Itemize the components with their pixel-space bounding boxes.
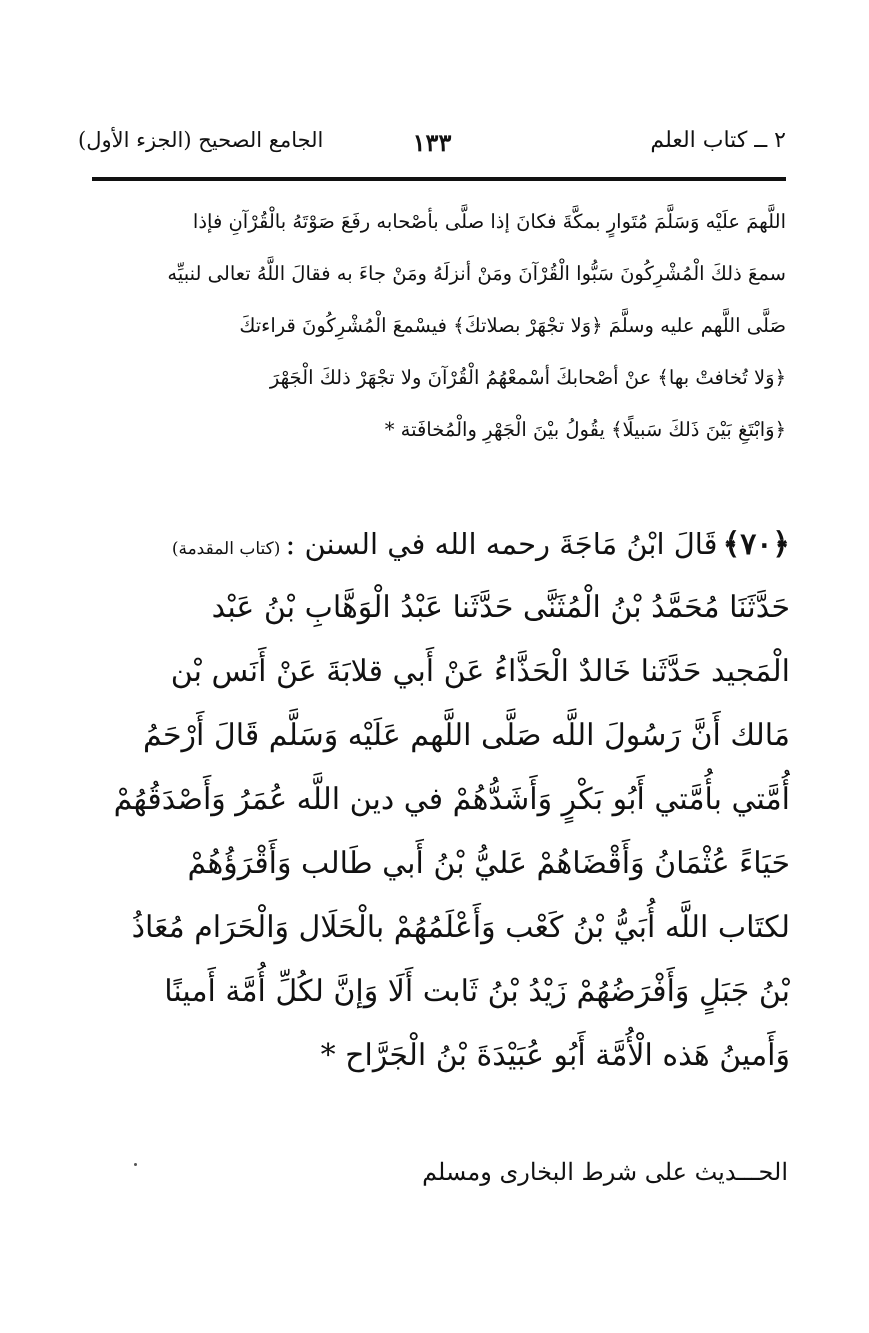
hadith-line: لكتَاب اللَّه أُبَيُّ بْنُ كَعْب وَأَعْلَمُهُمْ بالْحَلَال وَالْحَرَام مُعَاذُ xyxy=(131,910,790,945)
hadith-line: الْمَجيد حَدَّثَنا خَالدٌ الْحَذَّاءُ عَنْ أَبي قلابَةَ عَنْ أَنَس بْن xyxy=(170,654,790,689)
hadith-line: أُمَّتي بأُمَّتي أَبُو بَكْرٍ وَأَشَدُّهُمْ في دين اللَّه عُمَرُ وَأَصْدَقُهُمْ xyxy=(113,782,790,817)
chapter-title: ٢ ــ كتاب العلم xyxy=(650,128,786,153)
hadith-line: مَالك أَنَّ رَسُولَ اللَّه صَلَّى اللَّهم عَلَيْه وَسَلَّم قَالَ أَرْحَمُ xyxy=(143,718,790,753)
hadith-block xyxy=(78,512,790,1088)
commentary-line: ﴿وَابْتَغِ بَيْنَ ذَلكَ سَبيلًا﴾ يقُولُ بيْنَ الْجَهْرِ والْمُخافَتة * xyxy=(384,418,786,441)
hadith-line: حَيَاءً عُثْمَانُ وَأَقْضَاهُمْ عَليُّ بْنُ أَبي طَالب وَأَقْرَؤُهُمْ xyxy=(187,846,790,881)
book-title: الجامع الصحيح (الجزء الأول) xyxy=(78,128,324,152)
hadith-intro-line xyxy=(78,512,790,576)
page-number: ١٣٣ xyxy=(412,128,452,157)
commentary-line: صَلَّى اللَّهم عليه وسلَّمَ ﴿وَلا تجْهَرْ بصلاتكَ﴾ فيسْمعَ الْمُشْرِكُونَ قراءتكَ xyxy=(239,314,786,337)
header-rule xyxy=(92,177,786,181)
commentary-line: اللَّهمَ علَيْه وَسَلَّمَ مُتَوارٍ بمكَّةَ فكانَ إذا صلَّى بأصْحابه رفَعَ صَوْتَهُ بالْقُرْآنِ فإذا xyxy=(192,210,786,233)
hadith-number: ﴿٧٠﴾ xyxy=(722,527,790,562)
commentary-block xyxy=(98,196,786,456)
running-header xyxy=(78,128,786,168)
hadith-line: حَدَّثَنَا مُحَمَّدُ بْنُ الْمُثَنَّى حَدَّثَنا عَبْدُ الْوَهَّابِ بْنُ عَبْد xyxy=(211,590,790,625)
commentary-line: سمعَ ذلكَ الْمُشْرِكُونَ سَبُّوا الْقُرْآنَ ومَنْ أنزلَهُ ومَنْ جاءَ به فقالَ اللَّهُ تعالى لنبيِّه xyxy=(167,262,786,285)
source-note: (كتاب المقدمة) xyxy=(171,539,281,559)
print-speck xyxy=(134,1163,137,1166)
hadith-line: وَأَمينُ هَذه الْأُمَّة أَبُو عُبَيْدَةَ بْنُ الْجَرَّاح * xyxy=(320,1038,790,1073)
hadith-grading: الحـــديث على شرط البخارى ومسلم xyxy=(422,1158,788,1186)
commentary-line: ﴿وَلا تُخافتْ بها﴾ عنْ أصْحابكَ أسْمعْهُمُ الْقُرْآنَ ولا تجْهَرْ ذلكَ الْجَهْرَ xyxy=(269,366,786,389)
hadith-intro: قَالَ ابْنُ مَاجَةَ رحمه الله في السنن : xyxy=(285,527,718,561)
hadith-line: بْنُ جَبَلٍ وَأَفْرَضُهُمْ زَيْدُ بْنُ ثَابت أَلَا وَإنَّ لكُلِّ أُمَّة أَمينًا xyxy=(164,974,790,1009)
